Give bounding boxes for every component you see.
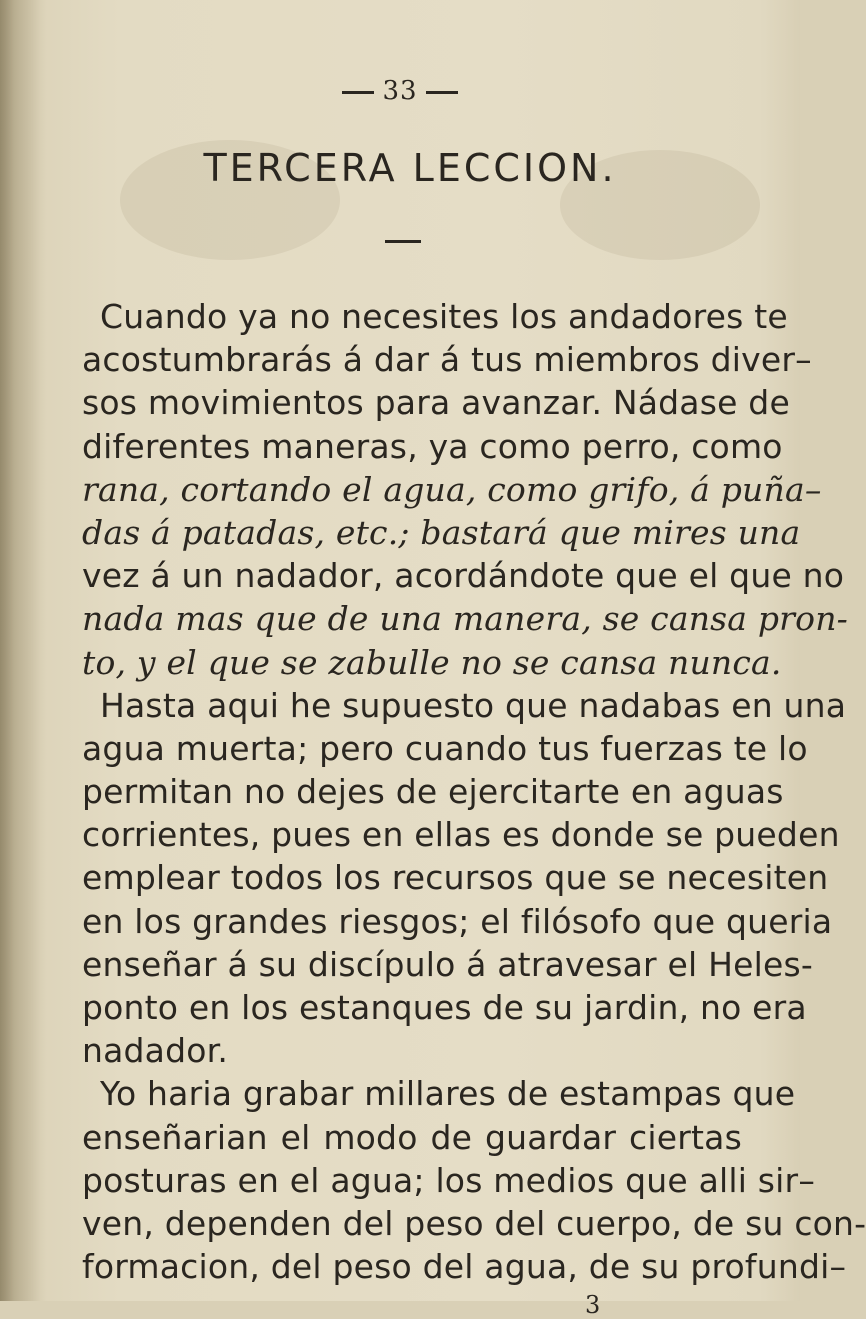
body-text [82,295,866,1288]
page-gutter-shadow [0,0,46,1301]
text-line: sos movimientos para avanzar. Nádase de [82,383,790,423]
text-line: enseñarian el modo de guardar ciertas [82,1117,742,1157]
text-line: Hasta aqui he supuesto que nadabas en una [100,685,847,725]
text-line: Yo haria grabar millares de estampas que [100,1074,796,1114]
text-line: enseñar á su discípulo á atravesar el Heles- [82,944,813,984]
lesson-heading: TERCERA LECCION. [203,146,617,190]
text-line: vez á un nadador, acordándote que el que no [82,556,845,596]
text-line: posturas en el agua; los medios que alli sir– [82,1160,816,1200]
text-line: agua muerta; pero cuando tus fuerzas te lo [82,728,808,768]
text-line: diferentes maneras, ya como perro, como [82,426,783,466]
text-line: to, y el que se zabulle no se cansa nunca. [82,642,782,682]
text-line: nada mas que de una manera, se cansa pron- [82,599,849,639]
page-number: 33 [0,76,800,106]
text-line: rana, cortando el agua, como grifo, á puña– [82,469,822,509]
text-line: en los grandes riesgos; el filósofo que queria [82,901,833,941]
heading-rule [385,240,421,243]
text-line: emplear todos los recursos que se necesiten [82,858,829,898]
text-line: corrientes, pues en ellas es donde se pueden [82,815,840,855]
text-line: acostumbrarás á dar á tus miembros diver– [82,340,812,380]
text-line: nadador. [82,1031,229,1071]
text-line: permitan no dejes de ejercitarte en aguas [82,772,784,812]
text-line: das á patadas, etc.; bastará que mires una [82,512,801,552]
text-line: ven, dependen del peso del cuerpo, de su con- [82,1203,866,1243]
text-line: ponto en los estanques de su jardin, no era [82,988,807,1027]
text-line: formacion, del peso del agua, de su profundi– [82,1247,847,1287]
signature-mark: 3 [585,1290,601,1319]
text-line: Cuando ya no necesites los andadores te [100,297,788,336]
